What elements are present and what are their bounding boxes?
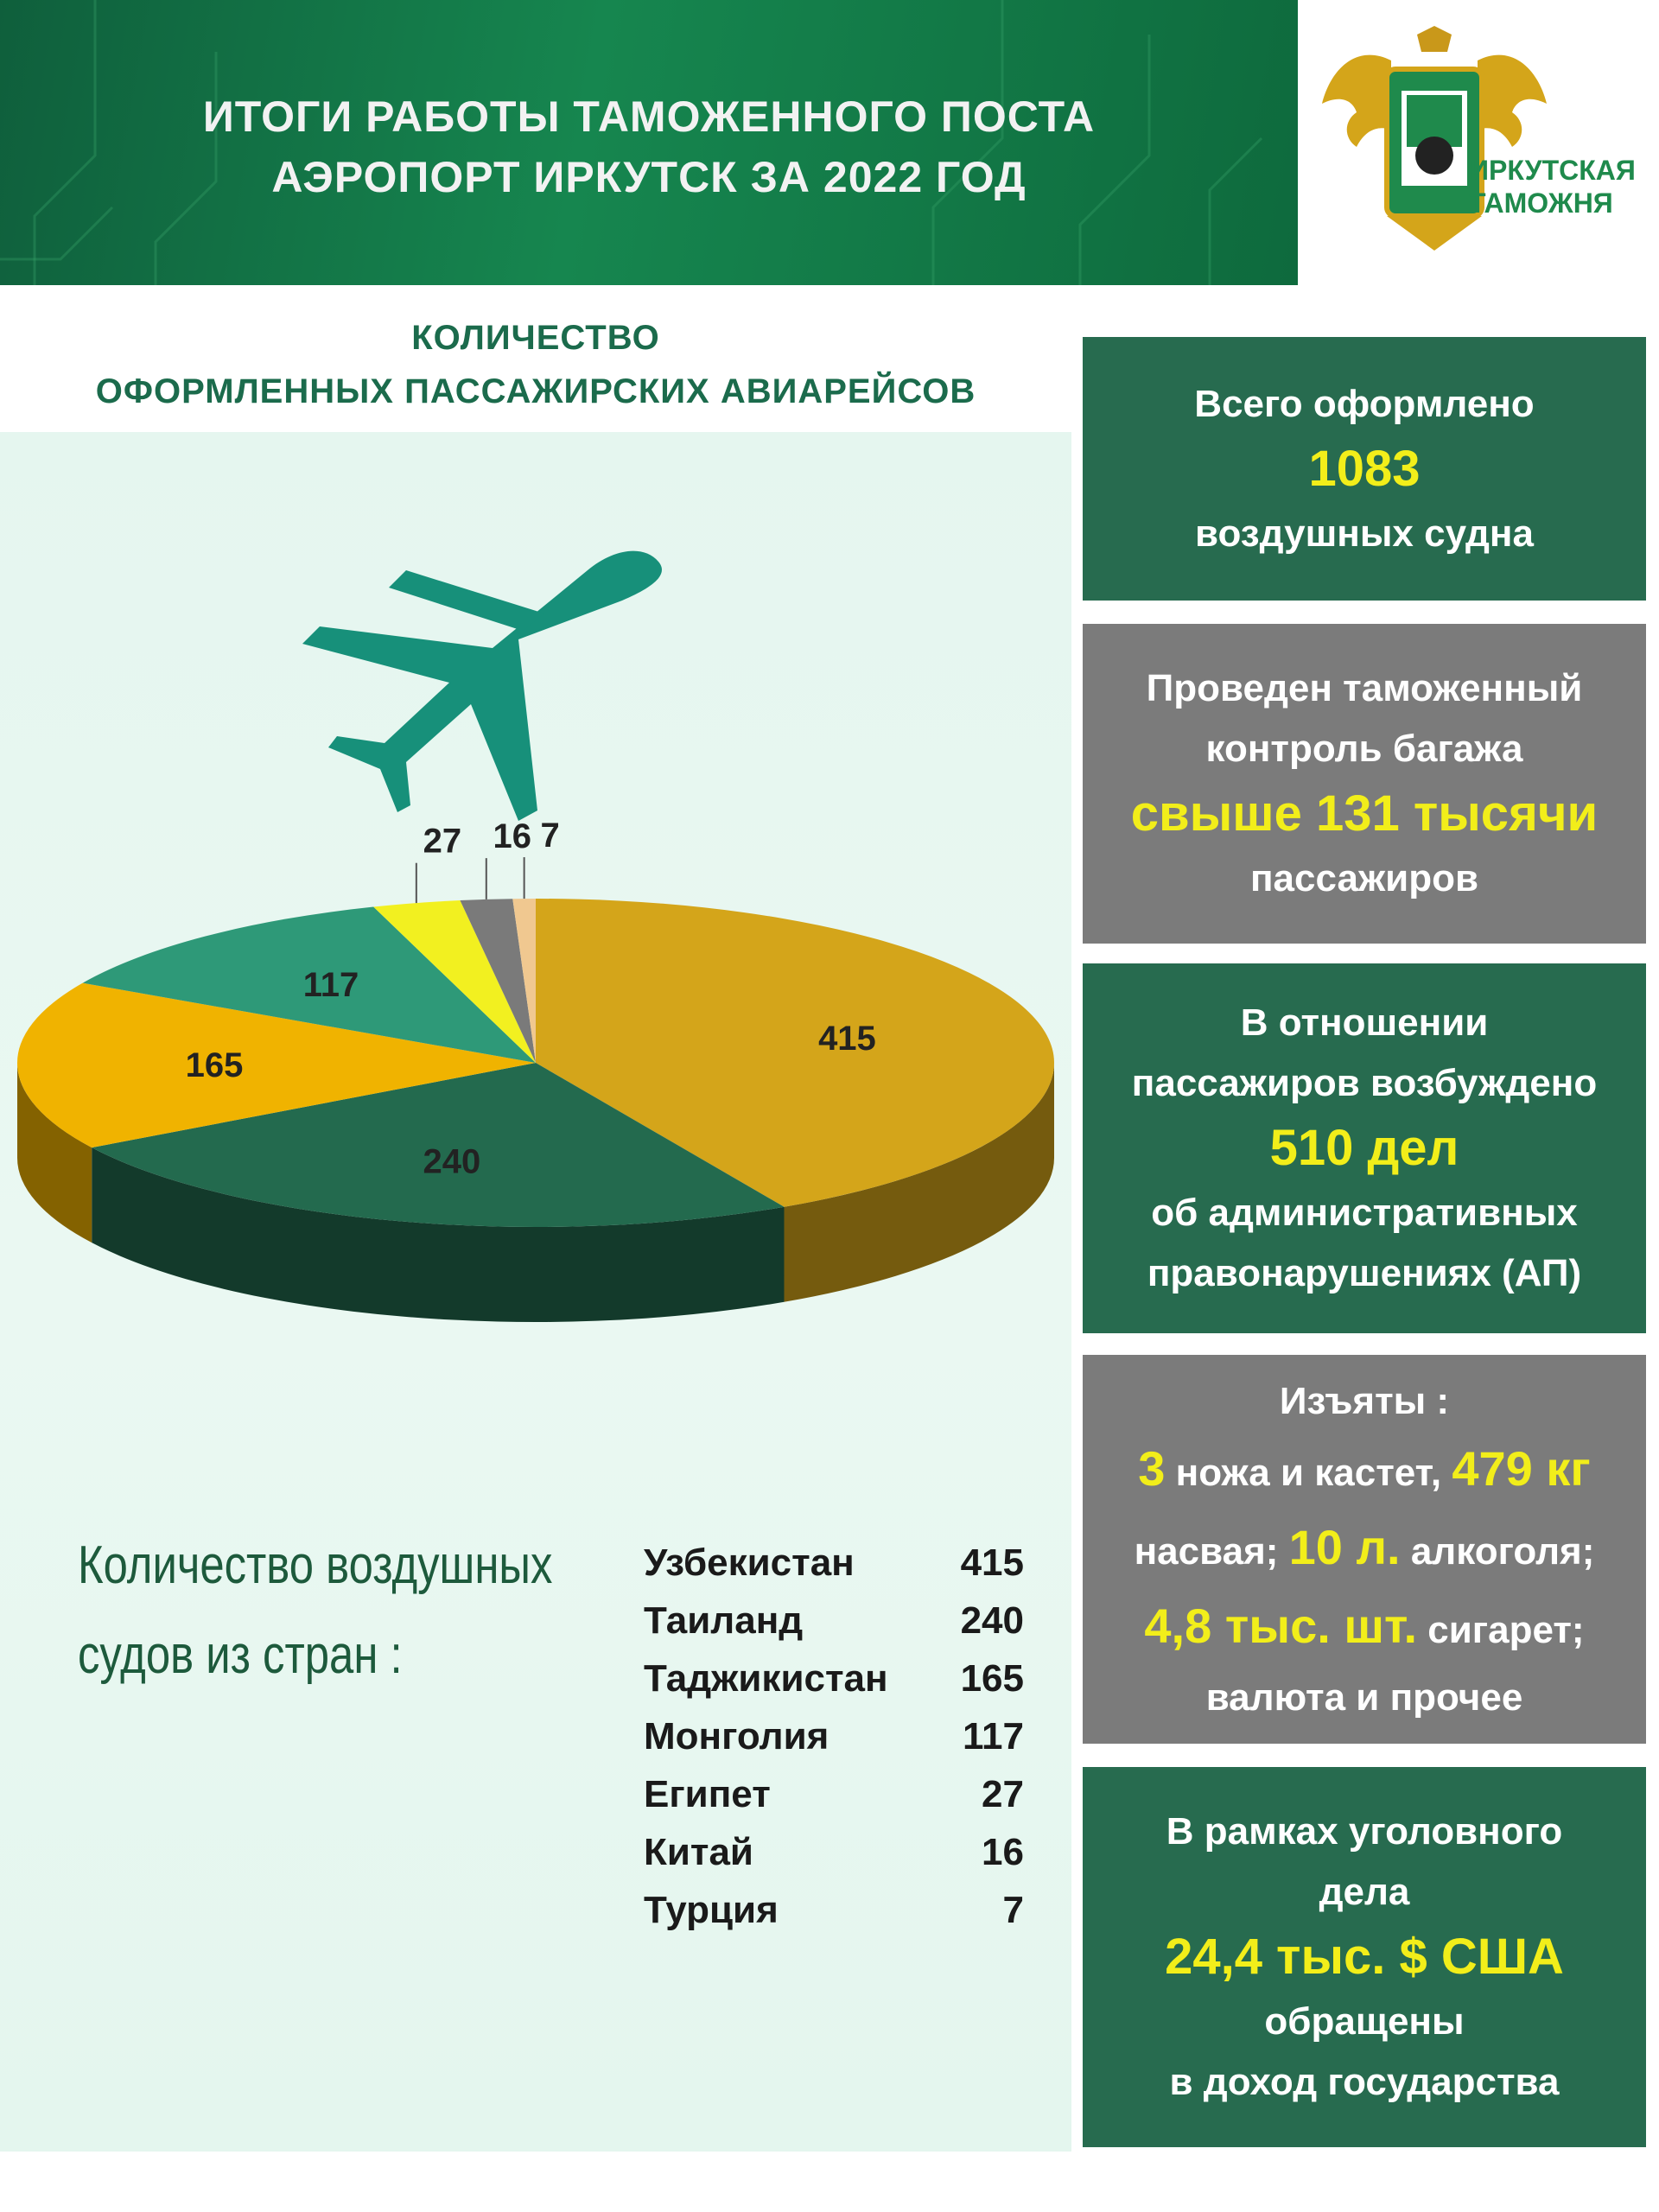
logo-text xyxy=(1469,154,1636,219)
panel-seized-line5: валюта и прочее xyxy=(1205,1675,1523,1719)
panel-baggage-value: свыше 131 тысячи xyxy=(1130,785,1599,842)
pie-data-label: 117 xyxy=(302,966,359,1005)
chart-section-title-line1: КОЛИЧЕСТВО xyxy=(411,319,660,357)
country-value: 16 xyxy=(982,1831,1024,1873)
panel-cases-line4: правонарушениях (АП) xyxy=(1147,1252,1582,1294)
panel-seized-line2 xyxy=(1083,1432,1646,1510)
country-value: 117 xyxy=(963,1715,1024,1758)
logo-text-line2: ТАМОЖНЯ xyxy=(1469,188,1613,219)
country-row xyxy=(644,1823,1024,1881)
country-name: Таиланд xyxy=(644,1599,804,1642)
pie-data-label: 165 xyxy=(185,1046,244,1085)
panel-total-flights xyxy=(1083,337,1646,601)
seized-nasvay-text: насвая; xyxy=(1134,1529,1289,1573)
countries-list xyxy=(644,1534,1024,1939)
panel-baggage-control xyxy=(1083,624,1646,944)
customs-emblem-icon xyxy=(1296,26,1659,259)
seized-knives-text: ножа и кастет, xyxy=(1165,1451,1452,1494)
panel-cases-line1: В отношении xyxy=(1240,1001,1489,1044)
header-banner xyxy=(0,0,1298,285)
footer-strip xyxy=(1071,2152,1659,2212)
country-row xyxy=(644,1592,1024,1649)
countries-heading xyxy=(78,1521,552,1700)
country-row xyxy=(644,1534,1024,1592)
seized-alcohol-text: алкоголя; xyxy=(1400,1529,1595,1573)
panel-baggage-line1: Проведен таможенный xyxy=(1146,667,1583,709)
page-title-line2: АЭРОПОРТ ИРКУТСК ЗА 2022 ГОД xyxy=(271,153,1027,201)
chart-section-title xyxy=(35,311,1037,418)
panel-seized-line3 xyxy=(1083,1510,1646,1589)
panel-seized-line1: Изъяты : xyxy=(1279,1379,1450,1422)
panel-criminal-line1: В рамках уголовного xyxy=(1166,1810,1563,1853)
panel-total-flights-line2: воздушных судна xyxy=(1195,512,1534,555)
seized-cigarettes-amount: 4,8 тыс. шт. xyxy=(1144,1598,1418,1653)
chart-section-title-line2: ОФОРМЛЕННЫХ ПАССАЖИРСКИХ АВИАРЕЙСОВ xyxy=(95,372,976,410)
panel-cases-line2: пассажиров возбуждено xyxy=(1131,1062,1598,1104)
panel-administrative-cases xyxy=(1083,963,1646,1333)
pie-data-label: 16 xyxy=(493,817,532,856)
pie-data-label: 240 xyxy=(423,1142,481,1181)
airplane-icon xyxy=(302,536,674,821)
country-row xyxy=(644,1707,1024,1765)
panel-criminal-case xyxy=(1083,1767,1646,2147)
panel-total-flights-line1: Всего оформлено xyxy=(1194,382,1535,425)
panel-total-flights-value: 1083 xyxy=(1308,440,1421,497)
panel-criminal-line4: в доход государства xyxy=(1169,2061,1560,2103)
country-value: 240 xyxy=(960,1599,1024,1642)
country-name: Монголия xyxy=(644,1715,830,1758)
seized-nasvay-amount: 479 кг xyxy=(1452,1440,1591,1496)
page-title xyxy=(0,86,1298,207)
seized-alcohol-amount: 10 л. xyxy=(1288,1519,1401,1574)
country-value: 27 xyxy=(982,1773,1024,1815)
country-name: Турция xyxy=(644,1889,779,1931)
seized-knives-count: 3 xyxy=(1138,1440,1166,1496)
logo-text-line1: ИРКУТСКАЯ xyxy=(1469,155,1636,186)
country-name: Египет xyxy=(644,1773,771,1815)
panel-criminal-line2: дела xyxy=(1319,1871,1410,1913)
pie-chart xyxy=(0,817,1071,1365)
pie-data-label: 415 xyxy=(818,1019,876,1058)
panel-cases-value: 510 дел xyxy=(1269,1120,1459,1176)
panel-baggage-line3: пассажиров xyxy=(1249,857,1479,899)
country-name: Китай xyxy=(644,1831,753,1873)
panel-baggage-line2: контроль багажа xyxy=(1205,728,1523,770)
country-name: Узбекистан xyxy=(644,1541,855,1584)
country-row xyxy=(644,1649,1024,1707)
countries-heading-line1: Количество воздушных xyxy=(78,1535,553,1595)
country-name: Таджикистан xyxy=(644,1657,888,1700)
panel-cases-line3: об административных xyxy=(1151,1192,1578,1234)
panel-seized-line4 xyxy=(1083,1589,1646,1668)
seized-cigarettes-text: сигарет; xyxy=(1417,1608,1585,1651)
country-row xyxy=(644,1765,1024,1823)
page-title-line1: ИТОГИ РАБОТЫ ТАМОЖЕННОГО ПОСТА xyxy=(202,92,1096,141)
panel-criminal-line3: обращены xyxy=(1264,2000,1465,2043)
panel-seized-items xyxy=(1083,1355,1646,1744)
country-value: 7 xyxy=(1002,1889,1024,1931)
countries-heading-line2: судов из стран : xyxy=(78,1625,403,1685)
pie-top xyxy=(17,899,1054,1227)
country-value: 415 xyxy=(960,1541,1024,1584)
pie-data-label: 27 xyxy=(423,822,462,861)
pie-data-label: 7 xyxy=(540,817,560,855)
country-value: 165 xyxy=(960,1657,1024,1700)
panel-criminal-value: 24,4 тыс. $ США xyxy=(1165,1929,1564,1985)
country-row xyxy=(644,1881,1024,1939)
